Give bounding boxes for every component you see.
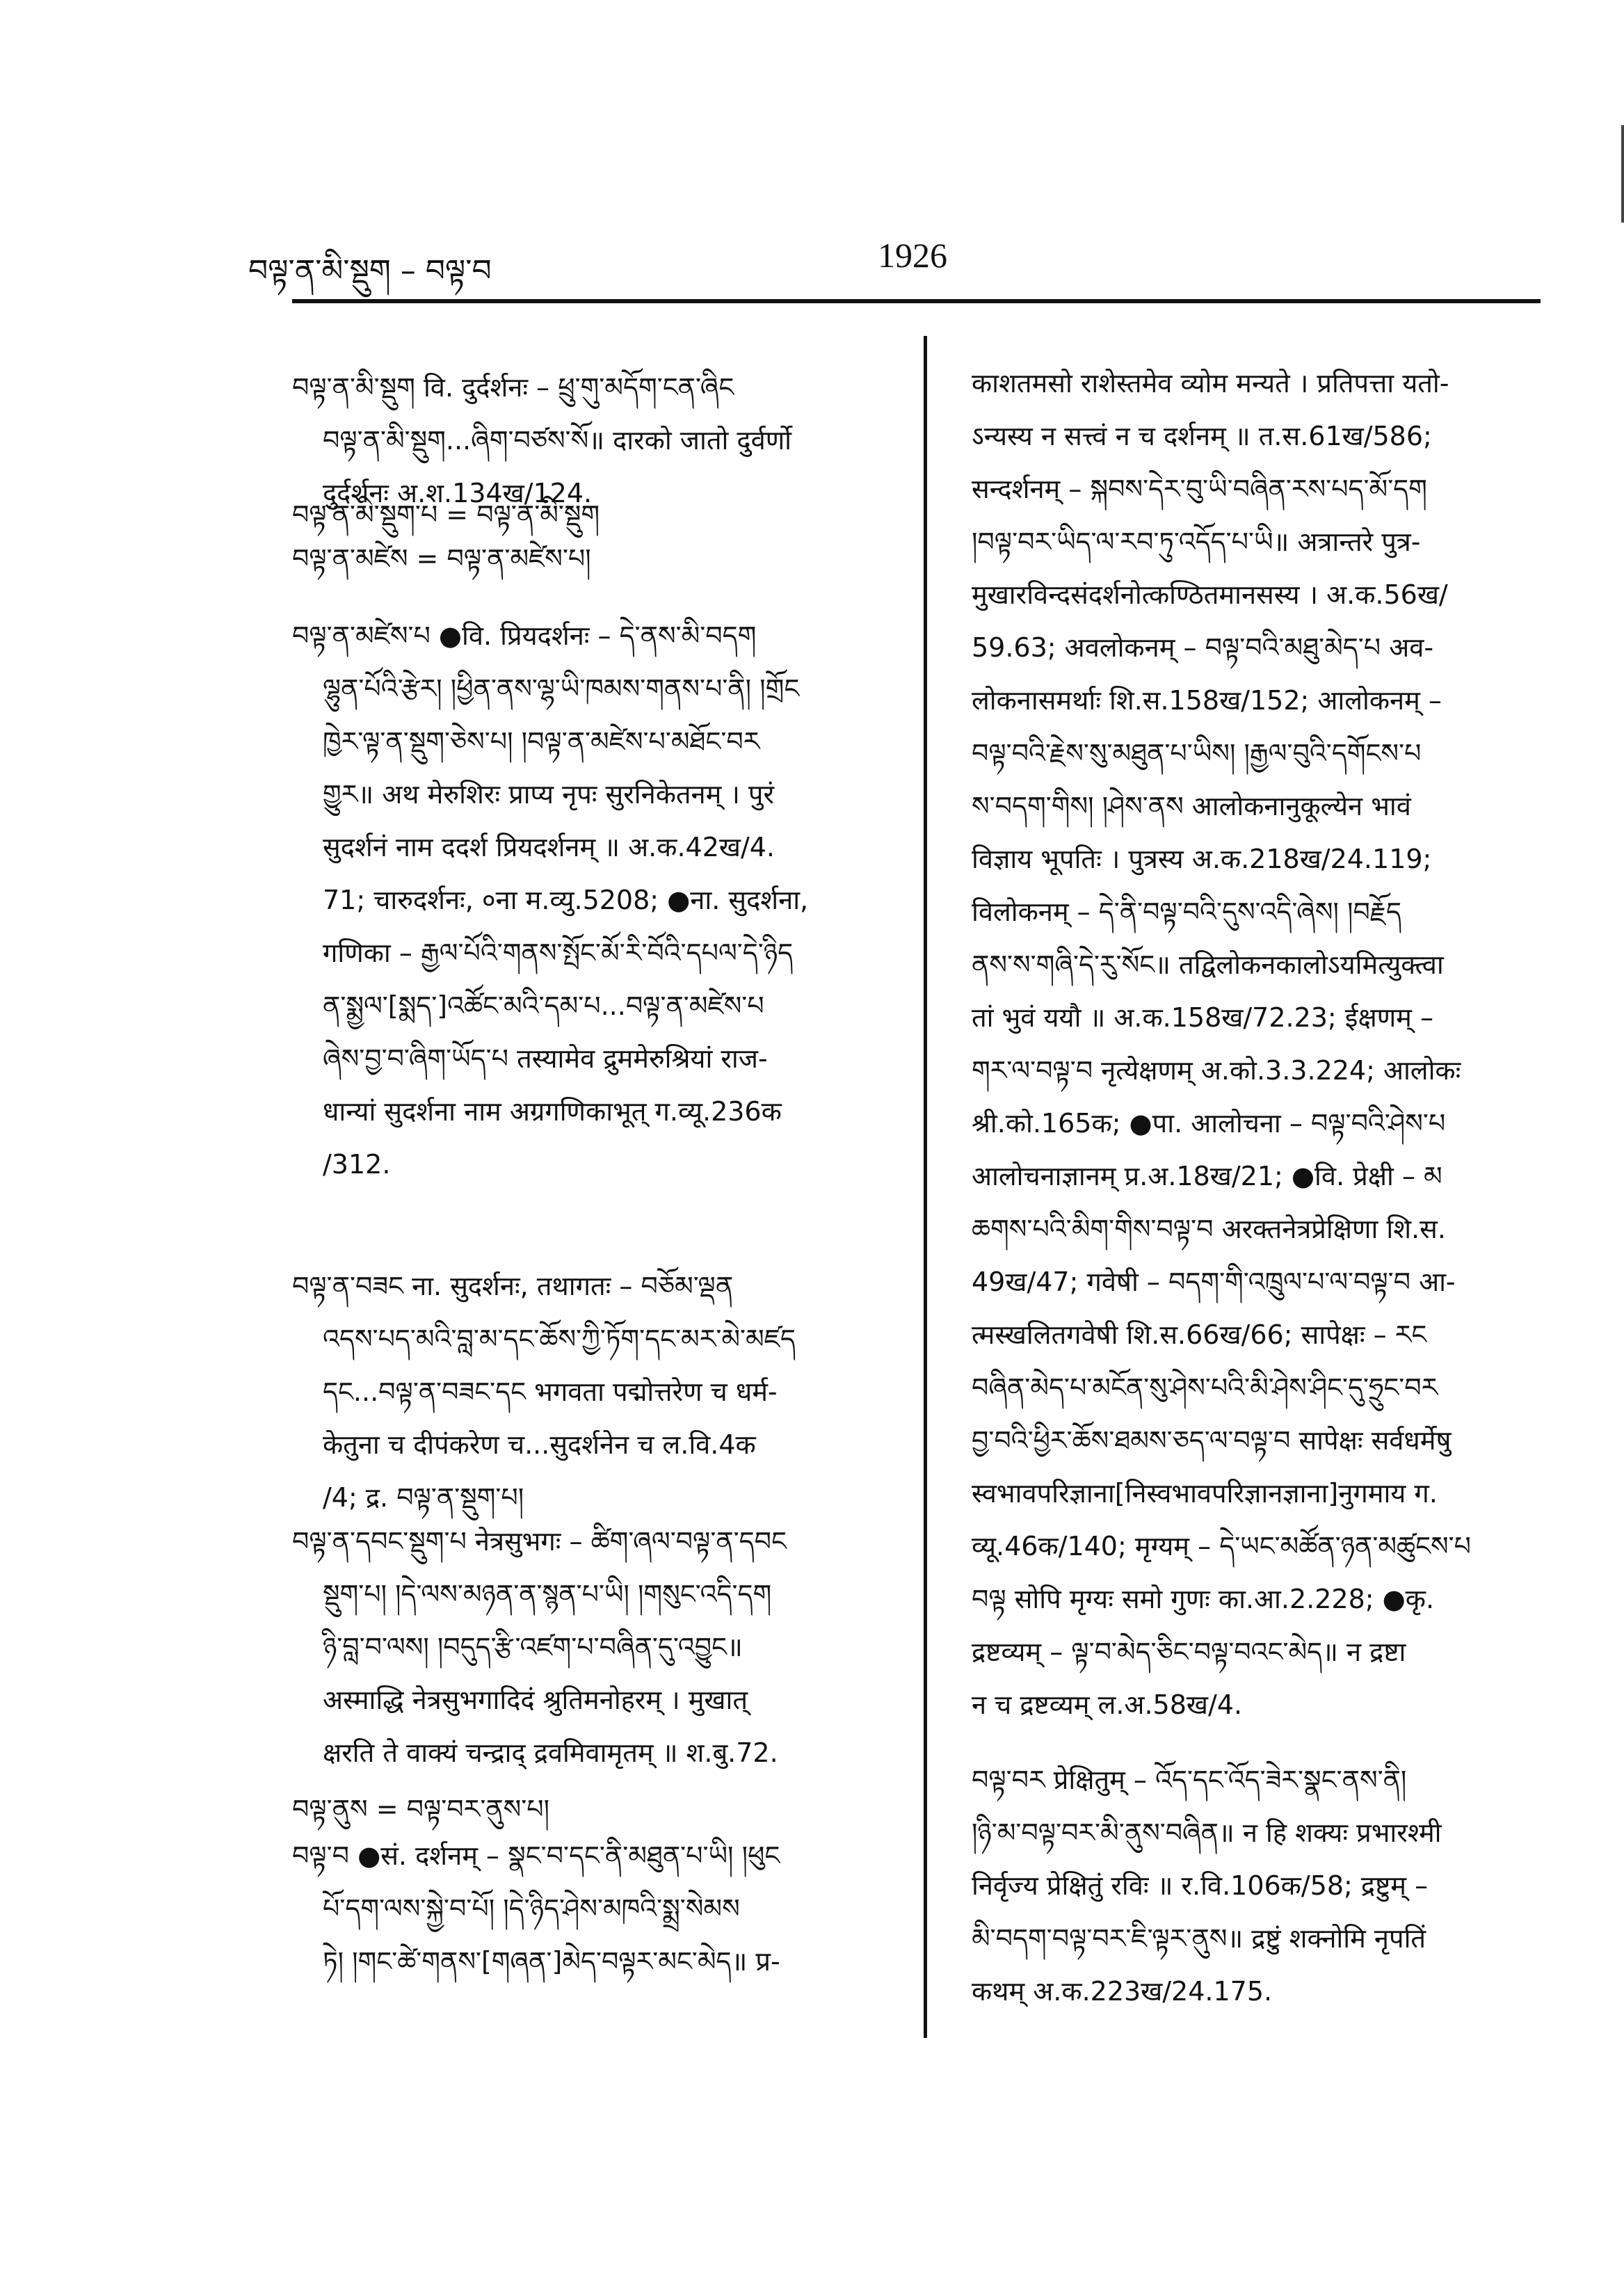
entry-text-line: ཁྱེར་ལྟ་ན་སྡུག་ཅེས་པ། །བལྟ་ན་མཛེས་པ་མཐོང་བར	[323, 726, 760, 757]
dictionary-entry	[972, 1753, 1442, 2018]
entry-text-line: तां भुवं ययौ ॥ अ.क.158ख/72.23; ईक्षणम् –	[972, 1002, 1433, 1033]
entry-text-line: व्यू.46क/140; मृग्यम् – དེ་ཡང་མཚོན་ཉན་མཚུངས་པ	[972, 1531, 1471, 1561]
entry-text-line: कथम् अ.क.223ख/24.175.	[972, 1976, 1273, 2007]
entry-text-line: གར་ལ་བལྟ་བ नृत्येक्षणम् अ.को.3.3.224; आलोकः	[972, 1055, 1461, 1086]
entry-text-line: 59.63; अवलोकनम् – བལྟ་བའི་མཐུ་མེད་པ अव-	[972, 632, 1434, 663]
entry-text-line: བལྟ་བའི་རྗེས་སུ་མཐུན་པ་ཡིས། །རྒྱལ་བུའི་དགོངས་པ	[972, 738, 1422, 769]
entry-text-line: 71; चारुदर्शनः, ०ना म.व्यु.5208; ●ना. सुदर्शना,	[323, 885, 809, 915]
dictionary-entry	[292, 532, 591, 585]
entry-text-line: दुर्दर्शनः अ.श.134ख/124.	[323, 478, 593, 508]
entry-text-line: त्मस्खलितगवेषी शि.स.66ख/66; सापेक्षः – རང	[972, 1319, 1427, 1350]
running-header: བལྟ་ན་མི་སྡུག – བལྟ་བ	[248, 253, 492, 289]
entry-headword-line: བལྟ་བ ●सं. दर्शनम् – སྣང་བ་དང་ནི་མཐུན་པ་ཡི། །ཕུང	[292, 1840, 780, 1871]
entry-text-line: विज्ञाय भूपतिः । पुत्रस्य अ.क.218ख/24.119;	[972, 844, 1432, 874]
entry-text-line: 49ख/47; गवेषी – བདག་གི་འཁྲུལ་པ་ལ་བལྟ་བ आ-	[972, 1267, 1456, 1297]
entry-headword-line: བལྟ་ན་མི་སྡུག वि. दुर्दर्शनः – ཕྲུ་གུ་མདོག་ངན་ཞིང	[292, 372, 734, 403]
entry-text-line: འདས་པད་མའི་བླ་མ་དང་ཆོས་ཀྱི་ཏོག་དང་མར་མེ་མཛད	[323, 1324, 796, 1354]
dictionary-entry	[292, 609, 808, 1191]
entry-headword-line: བལྟ་ན་མཛེས = བལྟ་ན་མཛེས་པ།	[292, 543, 591, 574]
entry-text-line: ལྷུན་པོའི་རྩེར། །ཕྱིན་ནས་ལྷ་ཡི་ཁམས་གནས་པ་ནི། །གྲོང	[323, 673, 800, 704]
entry-text-line: ཆགས་པའི་མིག་གིས་བལྟ་བ अरक्तनेत्रप्रेक्षिणा शि.स.	[972, 1214, 1446, 1244]
entry-text-line: ऽन्यस्य न सत्त्वं न च दर्शनम् ॥ त.स.61ख/586;	[972, 421, 1432, 451]
entry-text-line: सुदर्शनं नाम ददर्श प्रियदर्शनम् ॥ अ.क.42ख/4.	[323, 832, 775, 862]
entry-text-line: गणिका – རྒྱལ་པོའི་གནས་སྤོང་མོ་རི་བོའི་དཔལ་དེ་ཉིད	[323, 938, 794, 968]
entry-text-line: विलोकनम् – དེ་ནི་བལྟ་བའི་དུས་འདི་ཞེས། །བརྗོད	[972, 897, 1401, 927]
entry-text-line: གྱུར॥ अथ मेरुशिरः प्राप्य नृपः सुरनिकेतनम् । पुरं	[323, 779, 775, 810]
entry-headword-line: བལྟ་བར प्रेक्षितुम् – འོད་དང་འོད་ཟེར་སྣང་ནས་ནི།	[972, 1765, 1407, 1795]
entry-text-line: मुखारविन्दसंदर्शनोत्कण्ठितमानसस्य । अ.क.56ख/	[972, 579, 1448, 610]
entry-text-line: केतुना च दीपंकरेण च...सुदर्शनेन च ल.वि.4क	[323, 1429, 756, 1460]
entry-text-line: །ཉི་མ་བལྟ་བར་མི་ནུས་བཞིན॥ न हि शक्यः प्रभारश्मी	[972, 1817, 1442, 1848]
entry-headword-line: བལྟ་ན་མི་སྡུག་པ = བལྟ་ན་མི་སྡུག	[292, 499, 600, 530]
entry-text-line: निर्वृज्य प्रेक्षितुं रविः ॥ र.वि.106क/58; द्रष्टुम् –	[972, 1870, 1429, 1901]
entry-text-line: ཞེས་བྱ་བ་ཞིག་ཡོད་པ तस्यामेव द्रुममेरुश्रियां राज-	[323, 1043, 768, 1074]
entry-headword-line: བལྟ་ན་བཟང ना. सुदर्शनः, तथागतः – བཅོམ་ལྡན	[292, 1271, 734, 1301]
page-edge-mark	[1621, 125, 1624, 223]
column-divider	[924, 336, 927, 2038]
entry-text-line: न च द्रष्टव्यम् ल.अ.58ख/4.	[972, 1689, 1243, 1720]
entry-text-line: धान्यां सुदर्शना नाम अग्रगणिकाभूत् ग.व्यू.236क	[323, 1096, 782, 1127]
entry-text-line: ནས་ས་གཞི་དེ་རུ་སོང॥ तद्विलोकनकालोऽयमित्युक्त्वा	[972, 949, 1444, 980]
entry-text-line: आलोचनाज्ञानम् प्र.अ.18ख/21; ●वि. प्रेक्षी – མ	[972, 1161, 1442, 1191]
header-rule	[292, 299, 1541, 303]
entry-text-line: सन्दर्शनम् – སྐབས་དེར་བུ་ཡི་བཞིན་རས་པད་མོ་དག	[972, 474, 1427, 504]
entry-headword-line: བལྟ་ན་དབང་སྡུག་པ नेत्रसुभगः – ཚིག་ཞལ་བལྟ་ན་དབང	[292, 1526, 787, 1557]
entry-text-line: ཏེ། །གང་ཚེ་གནས་[གཞན་]མེད་བལྟར་མང་མེད॥ प्र-	[323, 1946, 780, 1977]
dictionary-entry	[292, 1515, 787, 1779]
entry-text-line: དང...བལྟ་ན་བཟང་དང भगवता पद्मोत्तरेण च धर्म-	[323, 1376, 778, 1407]
entry-headword-line: བལྟ་ན་མཛེས་པ ●वि. प्रियदर्शनः – དེ་ནས་མི་བདག	[292, 620, 757, 651]
entry-text-line: མི་བདག་བལྟ་བར་ཇི་ལྟར་ནུས॥ द्रष्टुं शक्नोमि नृपतिं	[972, 1923, 1426, 1954]
entry-headword-line: བལྟ་ནུས = བལྟ་བར་ནུས་པ།	[292, 1794, 550, 1824]
entry-text-line: པོ་དག་ལས་སྐྱེ་བ་པོ། །དེ་ཉིད་ཤེས་མཁའི་སྨྲ་སེམས	[323, 1893, 740, 1924]
entry-text-line: བྱ་བའི་ཕྱིར་ཆོས་ཐམས་ཅད་ལ་བལྟ་བ सापेक्षः सर्वधर्मेषु	[972, 1425, 1452, 1456]
entry-text-line: लोकनासमर्थाः शि.स.158ख/152; आलोकनम् –	[972, 685, 1442, 716]
dictionary-entry	[292, 1829, 780, 1988]
entry-text-line: श्री.को.165क; ●पा. आलोचना – བལྟ་བའི་ཤེས་པ	[972, 1108, 1446, 1139]
entry-text-line: ཉི་བླ་བ་ལས། །བདུད་རྩི་འཛག་པ་བཞིན་དུ་འབྱུང॥	[323, 1632, 743, 1662]
entry-text-line: अस्माद्धि नेत्रसुभगादिदं श्रुतिमनोहरम् । मुखात्	[323, 1685, 748, 1715]
entry-text-line: སྡུག་པ། །དེ་ལས་མཉན་ན་སྙན་པ་ཡི། །གསུང་འདི་དག	[323, 1579, 772, 1609]
entry-text-line: ས་བདག་གིས། །ཤེས་ནས आलोकनानुकूल्येन भावं	[972, 791, 1411, 821]
page-number: 1926	[878, 236, 947, 275]
entry-text-line: स्वभावपरिज्ञाना[निस्वभावपरिज्ञानज्ञाना]नुगमाय ग.	[972, 1478, 1438, 1509]
entry-text-line: /312.	[323, 1149, 391, 1180]
entry-text-line: द्रष्टव्यम् – ལྟ་བ་མེད་ཅིང་བལྟ་བའང་མེད॥ न द्रष्टा	[972, 1637, 1406, 1667]
entry-text-line: क्षरति ते वाक्यं चन्द्राद् द्रवमिवामृतम् ॥ श.बु.72.	[323, 1737, 778, 1768]
dictionary-entry	[292, 1260, 796, 1524]
entry-text-line: /4; द्र. བལྟ་ན་སྡུག་པ།	[323, 1482, 524, 1513]
entry-text-line: ན་སྨྱལ་[སྨད་]འཚོང་མའི་དམ་པ...བལྟ་ན་མཛེས་པ	[323, 990, 764, 1021]
entry-text-line: བལྟ་ན་མི་སྡུག...ཞིག་བཙས་སོ॥ दारको जातो दुर्वर्णो	[323, 425, 792, 456]
dictionary-entry	[972, 357, 1471, 1731]
entry-text-line: །བལྟ་བར་ཡིད་ལ་རབ་ཏུ་འདོད་པ་ཡི॥ अत्रान्तरे पुत्र-	[972, 527, 1421, 557]
dictionary-entry	[292, 1783, 549, 1836]
entry-headword-line: काशतमसो राशेस्तमेव व्योम मन्यते । प्रतिपत्ता यतो-	[972, 368, 1449, 399]
entry-text-line: བཞིན་མེད་པ་མངོན་སུ་ཤེས་པའི་མི་ཤེས་ཤིང་དུ་ཧྲུང་བར	[972, 1372, 1438, 1403]
entry-text-line: བལྟ सोपि मृग्यः समो गुणः का.आ.2.228; ●कृ.	[972, 1584, 1435, 1614]
